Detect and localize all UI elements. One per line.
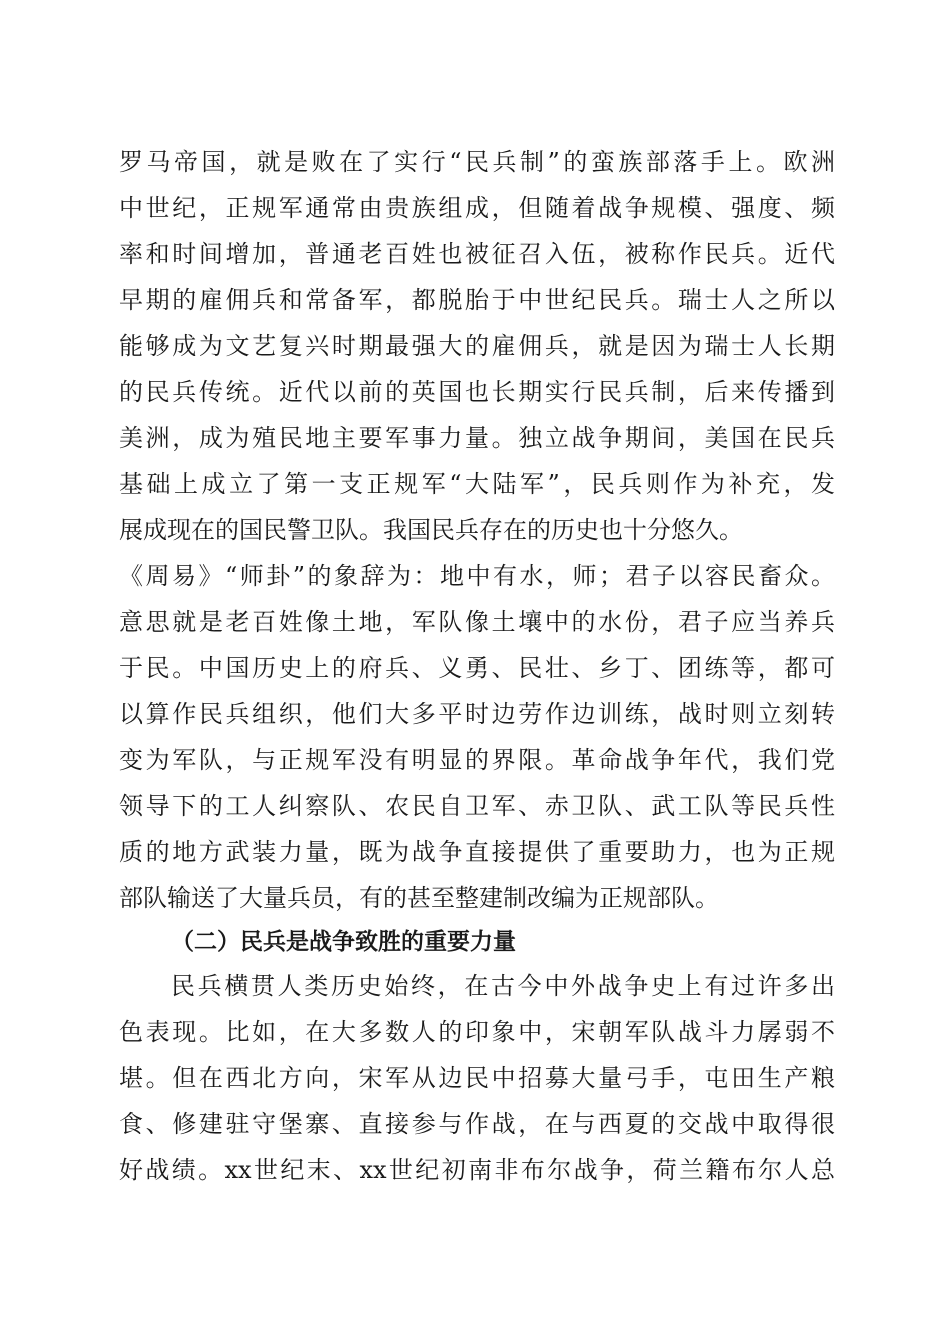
- body-text-line: 部队输送了大量兵员，有的甚至整建制改编为正规部队。: [119, 884, 719, 912]
- body-text-line: 色表现。比如，在大多数人的印象中，宋朝军队战斗力孱弱不: [119, 1018, 835, 1046]
- body-text-line: 能够成为文艺复兴时期最强大的雇佣兵，就是因为瑞士人长期: [119, 332, 835, 360]
- body-text-line: 中世纪，正规军通常由贵族组成，但随着战争规模、强度、频: [119, 194, 835, 222]
- body-text-line: 早期的雇佣兵和常备军，都脱胎于中世纪民兵。瑞士人之所以: [119, 286, 835, 314]
- body-text-line: 罗马帝国，就是败在了实行“民兵制”的蛮族部落手上。欧洲: [119, 148, 835, 176]
- body-text-line: 食、修建驻守堡寨、直接参与作战，在与西夏的交战中取得很: [119, 1110, 835, 1138]
- body-text-line: 好战绩。xx世纪末、xx世纪初南非布尔战争，荷兰籍布尔人总: [119, 1156, 835, 1184]
- body-text-line: 领导下的工人纠察队、农民自卫军、赤卫队、武工队等民兵性: [119, 792, 835, 820]
- body-text-line: 展成现在的国民警卫队。我国民兵存在的历史也十分悠久。: [119, 516, 743, 544]
- body-text-line: 质的地方武装力量，既为战争直接提供了重要助力，也为正规: [119, 838, 835, 866]
- body-text-line: 堪。但在西北方向，宋军从边民中招募大量弓手，屯田生产粮: [119, 1064, 835, 1092]
- body-text-line: 于民。中国历史上的府兵、义勇、民壮、乡丁、团练等，都可: [119, 654, 835, 682]
- body-text-line: 民兵横贯人类历史始终，在古今中外战争史上有过许多出: [171, 972, 835, 1000]
- body-text-line: 率和时间增加，普通老百姓也被征召入伍，被称作民兵。近代: [119, 240, 835, 268]
- body-text-line: 《周易》“师卦”的象辞为：地中有水，师；君子以容民畜众。: [119, 562, 835, 590]
- body-text-line: 基础上成立了第一支正规军“大陆军”，民兵则作为补充，发: [119, 470, 835, 498]
- body-text-line: 美洲，成为殖民地主要军事力量。独立战争期间，美国在民兵: [119, 424, 835, 452]
- body-text-line: 以算作民兵组织，他们大多平时边劳作边训练，战时则立刻转: [119, 700, 835, 728]
- body-text-line: 变为军队，与正规军没有明显的界限。革命战争年代，我们党: [119, 746, 835, 774]
- section-heading: （二）民兵是战争致胜的重要力量: [171, 928, 516, 955]
- body-text-line: 的民兵传统。近代以前的英国也长期实行民兵制，后来传播到: [119, 378, 835, 406]
- body-text-line: 意思就是老百姓像土地，军队像土壤中的水份，君子应当养兵: [119, 608, 835, 636]
